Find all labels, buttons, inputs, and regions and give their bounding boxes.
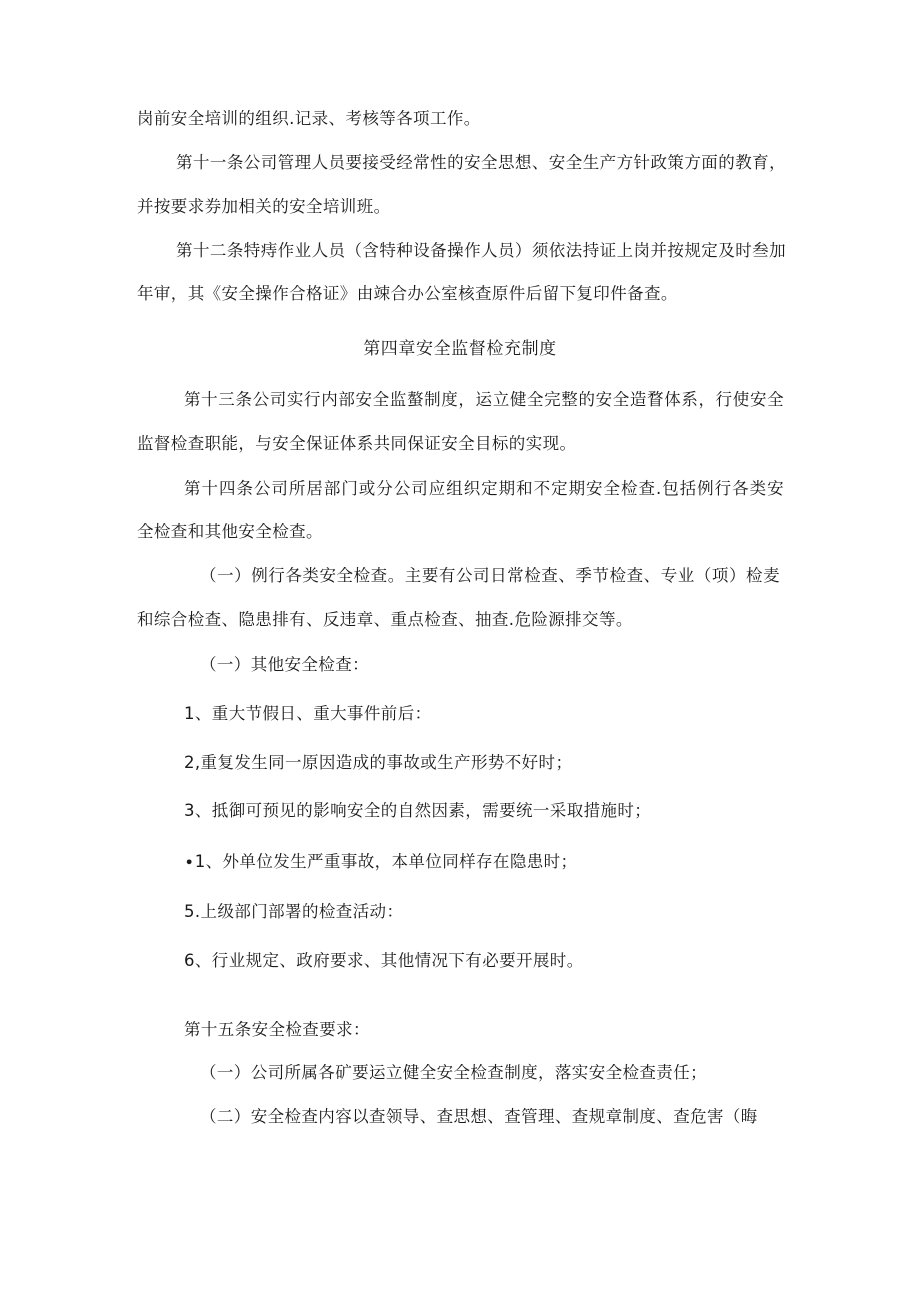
article-11-line-1: 第十一条公司管理人员要接受经常性的安全思想、安全生产方针政策方面的教育， <box>176 153 786 172</box>
article-15-item-1: （一）公司所属各矿要运立健全安全检查制度，落实安全检查责任； <box>200 1063 707 1082</box>
article-15-item-2: （二）安全检查内容以查领导、查思想、查管理、查规章制度、查危害（晦 <box>200 1107 758 1126</box>
list-item-4: ∙1、外单位发生严重事故，本单位同样存在隐患时； <box>184 852 578 871</box>
article-14-line-1: 第十四条公司所居部门或分公司应组织定期和不定期安全检查.包括例行各类安 <box>184 479 784 498</box>
routine-checks-line-1: （一）例行各类安全检查。主要有公司日常检查、季节检查、专业（项）检麦 <box>200 566 780 585</box>
list-item-1: 1、重大节假日、重大事件前后： <box>184 704 432 723</box>
article-13-line-2: 监督检查职能，与安全保证体系共同保证安全目标的实现。 <box>137 434 577 453</box>
chapter-4-heading: 第四章安全监督检充制度 <box>363 339 557 359</box>
article-12-line-1: 第十二条特痔作业人员（含特种设备操作人员）须依法持证上岗并按规定及时叁加 <box>176 241 786 260</box>
other-checks-heading: （一）其他安全检查： <box>200 655 369 674</box>
article-15-heading: 第十五条安全检查要求： <box>184 1020 370 1039</box>
article-14-line-2: 全检查和其他安全检查。 <box>137 522 323 541</box>
list-item-2: 2,重复发生同一原因造成的事故或生产形势不好时； <box>184 753 573 772</box>
list-item-5: 5.上级部门部署的检查活动： <box>184 902 404 921</box>
list-item-6: 6、行业规定、政府要求、其他情况下有必要开展时。 <box>184 951 584 970</box>
list-item-3: 3、抵御可预见的影响安全的自然因素，需要统一采取措施时； <box>184 801 652 820</box>
article-12-line-2: 年审，其《安全操作合格证》由竦合办公室核查原件后留下复印件备查。 <box>137 284 678 303</box>
article-11-line-2: 并按要求券加相关的安全培训班。 <box>137 197 391 216</box>
routine-checks-line-2: 和综合检查、隐患排有、反违章、重点检查、抽查.危险源排交等。 <box>137 610 633 629</box>
paragraph-line: 岗前安全培训的组织.记录、考核等各项工作。 <box>137 109 481 128</box>
article-13-line-1: 第十三条公司实行内部安全监螯制度，运立健全完整的安全造瞀体系，行使安全 <box>184 390 784 409</box>
